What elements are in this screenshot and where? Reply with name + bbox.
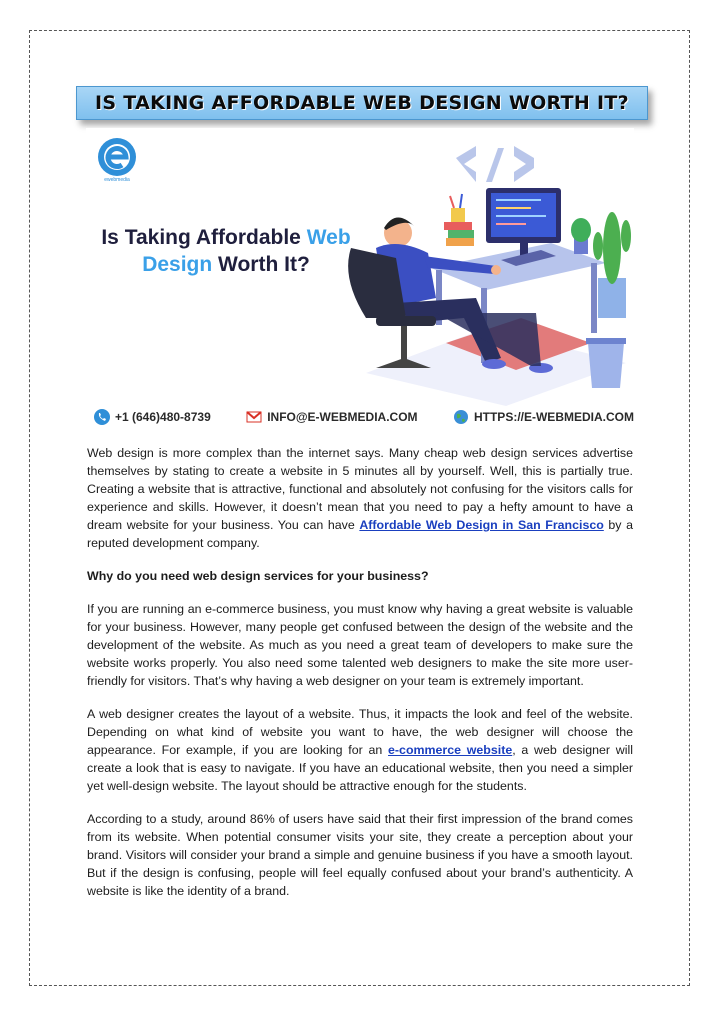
code-brackets-icon (456, 146, 534, 182)
ewebmedia-logo (94, 136, 140, 182)
page-title: IS TAKING AFFORDABLE WEB DESIGN WORTH IT? (95, 92, 629, 114)
hero-heading-accent-2: Design (142, 253, 213, 276)
phone-number: +1 (646)480-8739 (115, 410, 211, 424)
p1-text-b: by a reputed development company. (87, 518, 633, 551)
gmail-icon (246, 409, 262, 425)
email-address: INFO@E-WEBMEDIA.COM (267, 410, 418, 424)
paragraph-1 (87, 444, 633, 553)
article-body (87, 444, 633, 915)
paragraph-2: If you are running an e-commerce business, you must know why having a great website is valuable for your business. However, many people get confused between the design of the website and the development of the website. As much as you need a great team of developers to make sure the website works properly. You also need some talented web designers to make the site more user-friendly for visitors. That’s why having a web designer on your team is extremely important. (87, 601, 633, 689)
contact-email[interactable] (246, 409, 417, 425)
logo-text: ewebmedia (104, 177, 130, 182)
designer-illustration (336, 138, 634, 408)
hero-heading-part-2: Worth It? (212, 253, 310, 276)
globe-icon (453, 409, 469, 425)
hero-image (86, 128, 634, 428)
hero-heading-part: Is Taking Affordable (101, 226, 307, 249)
title-banner (76, 86, 648, 120)
hero-heading (96, 224, 356, 278)
p1-text-a: Web design is more complex than the internet says. Many cheap web design services advertise themselves by stating to create a website in 5 minutes all by yourself. Well, this is partially true. Creating a website that is attractive, functional and absolutely not confusing for the visitors calls for experience and skills. However, it doesn’t mean that you need to pay a hefty amount to have a dream website for your business. You can have (87, 446, 633, 533)
section-heading: Why do you need web design services for your business? (87, 569, 429, 584)
website-url: HTTPS://E-WEBMEDIA.COM (473, 410, 634, 424)
paragraph-4: According to a study, around 86% of users have said that their first impression of the brand comes from its website. When potential consumer visits your site, they create a perception about your brand. Visitors will consider your brand a simple and genuine business if you have a smooth layout. But if the design is confusing, people will feel equally confused about your brand’s authenticity. A website is like the identity of a brand. (87, 811, 633, 898)
contact-bar (94, 406, 634, 428)
contact-phone[interactable] (94, 409, 211, 425)
p3-text-a: A web designer creates the layout of a website. Thus, it impacts the look and feel of the website. Depending on what kind of website you want to have, the web designer will choose the appearance. For example, if you are looking for an (87, 706, 633, 757)
p3-text-b: , a web designer will create a look that is easy to navigate. If you have an educational website, then you need a simpler yet well-design website. The layout should be attractive enough for the students. (87, 742, 634, 793)
phone-icon (94, 409, 110, 425)
affordable-web-design-link[interactable]: Affordable Web Design in San Francisco (359, 518, 604, 533)
paragraph-3 (87, 705, 633, 795)
hero-heading-accent: Web (306, 226, 351, 249)
ecommerce-website-link[interactable]: e-commerce website (388, 742, 513, 757)
contact-website[interactable] (453, 409, 634, 425)
